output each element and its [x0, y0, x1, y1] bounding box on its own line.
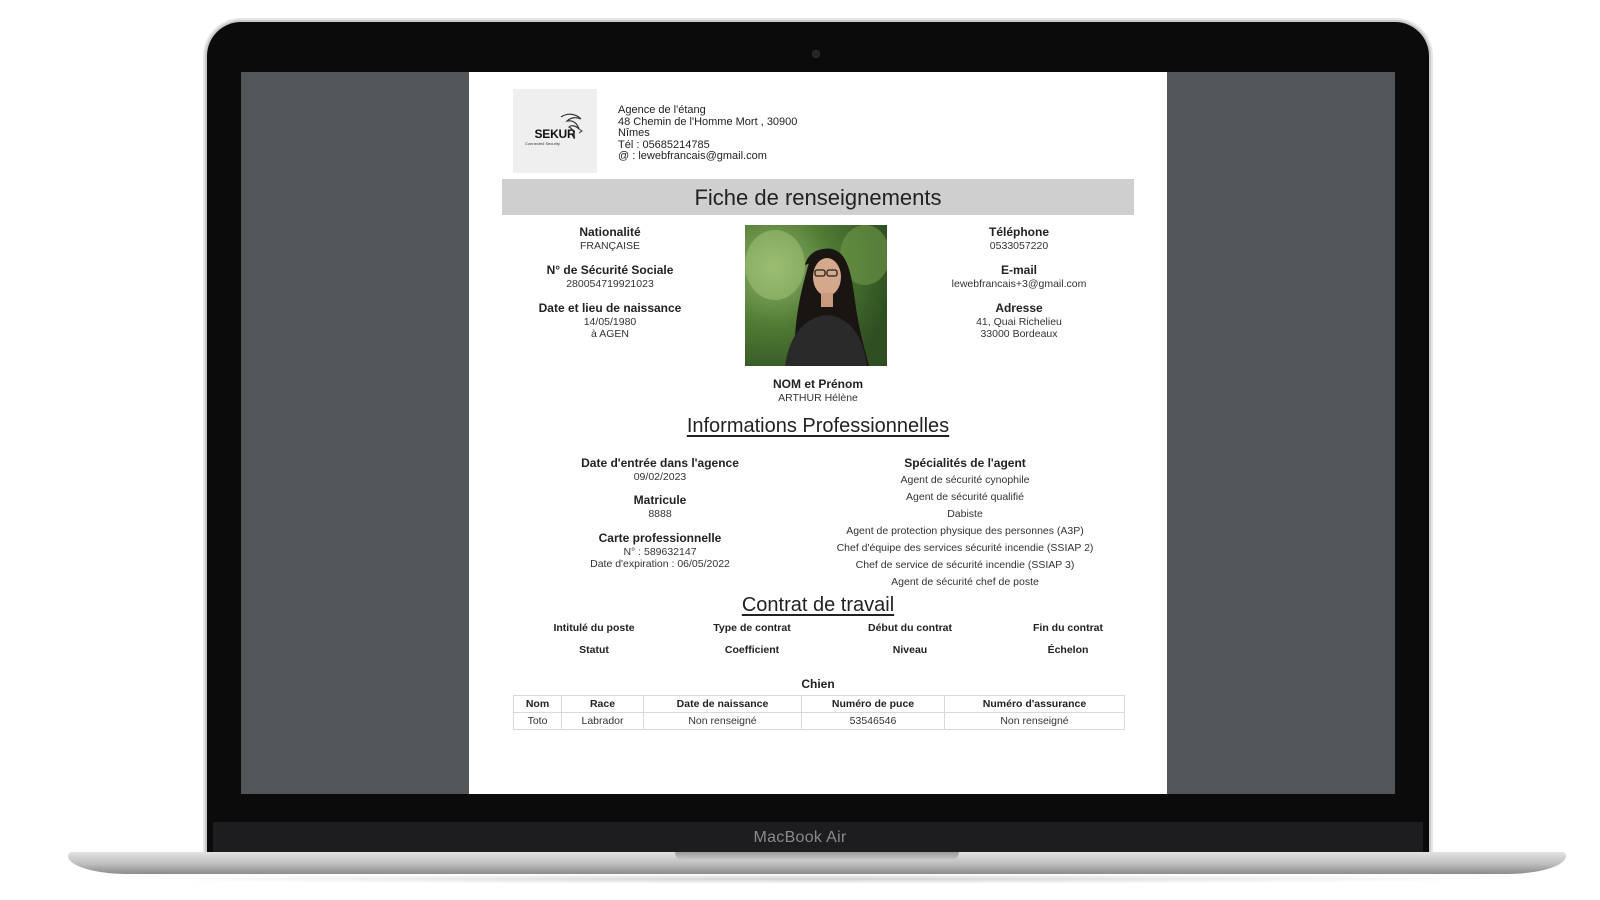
field-specialites: [815, 456, 1115, 591]
table-cell: Labrador: [562, 713, 644, 730]
field-telephone: [899, 225, 1139, 253]
entree-label: Date d'entrée dans l'agence: [581, 456, 739, 470]
contrat-row-1: [515, 622, 1147, 634]
field-nom: [698, 377, 938, 405]
chien-label: Chien: [801, 677, 835, 691]
naissance-date: 14/05/1980: [583, 316, 637, 328]
table-header: Race: [562, 696, 644, 713]
lion-logo-icon: [557, 111, 585, 143]
contrat-statut-label: Statut: [579, 644, 609, 656]
matricule-label: Matricule: [633, 493, 687, 507]
agency-street: 48 Chemin de l'Homme Mort , 30900: [618, 115, 798, 128]
field-email: [899, 263, 1139, 291]
entree-value: 09/02/2023: [633, 471, 687, 483]
table-cell: Toto: [514, 713, 562, 730]
field-entree: [540, 456, 780, 484]
agency-phone: Tél : 05685214785: [618, 138, 710, 151]
document-page: [469, 72, 1167, 794]
field-matricule: [540, 493, 780, 521]
camera-icon: [812, 50, 820, 58]
contrat-fin-label: Fin du contrat: [1033, 622, 1103, 634]
agent-photo: [745, 225, 887, 366]
contrat-row-2: [515, 644, 1147, 656]
email-value: lewebfrancais+3@gmail.com: [951, 278, 1087, 290]
person-portrait-icon: [745, 225, 887, 366]
secu-label: N° de Sécurité Sociale: [546, 263, 674, 277]
table-header: Numéro d'assurance: [945, 696, 1125, 713]
contrat-intitule-label: Intitulé du poste: [553, 622, 635, 634]
specialites-list: [815, 472, 1115, 591]
field-carte: [540, 531, 780, 570]
telephone-value: 0533057220: [989, 240, 1049, 252]
table-cell: Non renseigné: [644, 713, 802, 730]
matricule-value: 8888: [648, 508, 672, 520]
table-header: Nom: [514, 696, 562, 713]
contrat-coefficient-label: Coefficient: [724, 644, 780, 656]
field-adresse: [899, 301, 1139, 340]
naissance-label: Date et lieu de naissance: [538, 301, 682, 315]
contrat-section-title: Contrat de travail: [741, 594, 895, 616]
pro-section-title: Informations Professionnelles: [686, 415, 950, 437]
chien-table: [513, 695, 1125, 730]
logo-subtitle: Connected Security: [525, 141, 560, 146]
laptop-shadow: [120, 874, 1514, 884]
carte-numero: N° : 589632147: [623, 546, 697, 558]
nationalite-label: Nationalité: [579, 225, 641, 239]
agency-name: Agence de l'étang: [618, 104, 706, 116]
table-cell: 53546546: [802, 713, 945, 730]
list-item: Agent de sécurité qualifié: [906, 491, 1024, 503]
list-item: Agent de protection physique des personnes (A3P): [846, 525, 1084, 537]
table-header-row: [514, 696, 1125, 713]
nom-value: ARTHUR Hélène: [778, 392, 858, 404]
email-label: E-mail: [1000, 263, 1037, 277]
specialites-label: Spécialités de l'agent: [904, 456, 1026, 470]
contrat-niveau-label: Niveau: [892, 644, 928, 656]
laptop-notch: [675, 852, 959, 861]
agency-email: @ : lewebfrancais@gmail.com: [618, 150, 767, 162]
carte-label: Carte professionnelle: [598, 531, 722, 545]
list-item: Chef de service de sécurité incendie (SSIAP 3): [855, 559, 1075, 571]
adresse-label: Adresse: [995, 301, 1043, 315]
contrat-echelon-label: Échelon: [1047, 644, 1089, 656]
list-item: Agent de sécurité cynophile: [900, 474, 1030, 486]
list-item: Chef d'équipe des services sécurité incendie (SSIAP 2): [836, 542, 1094, 554]
contrat-type-label: Type de contrat: [713, 622, 791, 634]
table-header: Numéro de puce: [802, 696, 945, 713]
logo-text: SEKUR: [534, 127, 576, 141]
naissance-lieu: à AGEN: [591, 327, 629, 340]
contrat-debut-label: Début du contrat: [868, 622, 952, 634]
table-header: Date de naissance: [644, 696, 802, 713]
nom-label: NOM et Prénom: [772, 377, 863, 391]
field-secu: [490, 263, 730, 291]
adresse-line2: 33000 Bordeaux: [980, 327, 1058, 340]
agency-city: Nîmes: [618, 127, 650, 139]
agency-logo: [513, 89, 597, 173]
telephone-label: Téléphone: [988, 225, 1049, 239]
list-item: Agent de sécurité chef de poste: [891, 576, 1039, 588]
carte-expiration: Date d'expiration : 06/05/2022: [590, 557, 730, 570]
page-title: Fiche de renseignements: [502, 179, 1134, 215]
secu-value: 280054719921023: [566, 278, 654, 290]
field-naissance: [490, 301, 730, 340]
table-cell: Non renseigné: [945, 713, 1125, 730]
table-row: [514, 713, 1125, 730]
adresse-line1: 41, Quai Richelieu: [976, 316, 1062, 328]
list-item: Dabiste: [947, 508, 983, 520]
screen: [241, 72, 1395, 794]
device-brand: MacBook Air: [753, 829, 847, 846]
nationalite-value: FRANÇAISE: [579, 240, 641, 252]
field-nationalite: [490, 225, 730, 253]
agency-contact: [618, 105, 797, 163]
